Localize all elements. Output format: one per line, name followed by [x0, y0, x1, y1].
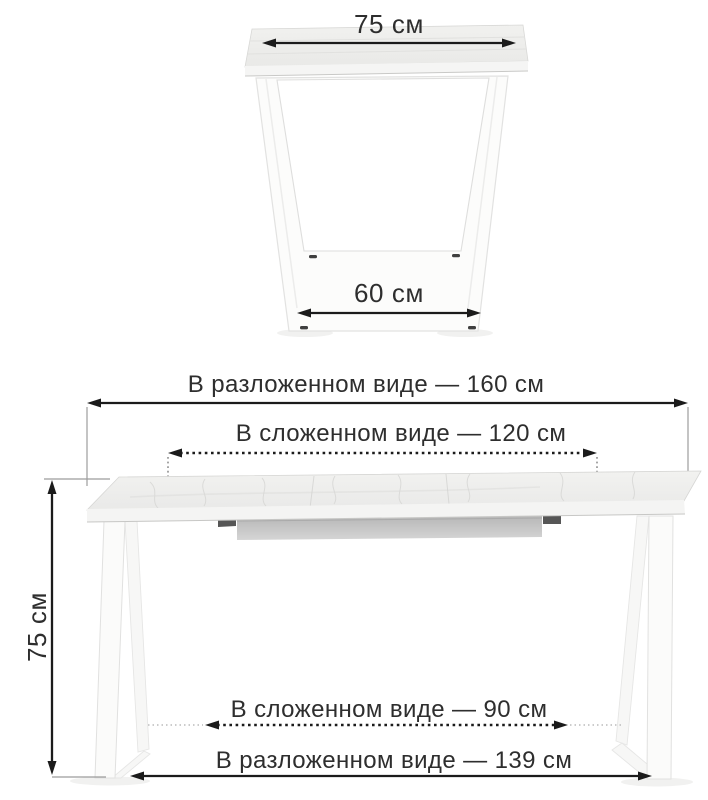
arrow-head-bottom	[48, 761, 57, 775]
leg-right-front-post	[647, 516, 673, 779]
leg-left-runner	[112, 751, 150, 778]
leg-left-back-post	[125, 521, 149, 752]
arrow-head-top	[48, 480, 57, 494]
folded-length-label: В сложенном виде — 120 см	[235, 420, 567, 447]
back-foot-left	[309, 255, 317, 258]
front-view-tabletop	[87, 471, 701, 522]
height-label: 75 см	[22, 591, 52, 663]
leg-left-front-post	[95, 521, 125, 778]
folded-base-label: В сложенном виде — 90 см	[230, 696, 548, 723]
arrow-head-left	[168, 449, 182, 458]
table-leg-right	[612, 516, 673, 779]
end-view	[245, 9, 528, 337]
front-foot-right	[468, 326, 476, 329]
front-view-folded-length-dimension	[168, 420, 597, 477]
front-view	[22, 371, 701, 787]
arrow-head-right	[674, 399, 688, 408]
front-foot-left	[300, 326, 308, 329]
leg-right-back-post	[616, 516, 649, 745]
unfolded-base-label: В разложенном виде — 139 см	[215, 747, 573, 774]
table-leg-left	[95, 521, 150, 778]
front-view-table	[70, 471, 701, 787]
leg-frame-inner-edge	[277, 78, 489, 251]
front-view-folded-base-dimension	[148, 696, 624, 730]
arrow-head-right	[554, 721, 568, 730]
back-foot-right	[452, 254, 460, 257]
unfolded-length-label: В разложенном виде — 160 см	[187, 371, 545, 398]
front-view-unfolded-base-dimension	[130, 747, 652, 781]
arrow-head-right	[583, 449, 597, 458]
arrow-head-left	[205, 721, 219, 730]
arrow-head-left	[87, 399, 101, 408]
end-view-base-label: 60 см	[353, 278, 425, 308]
end-view-width-label: 75 см	[353, 9, 425, 39]
